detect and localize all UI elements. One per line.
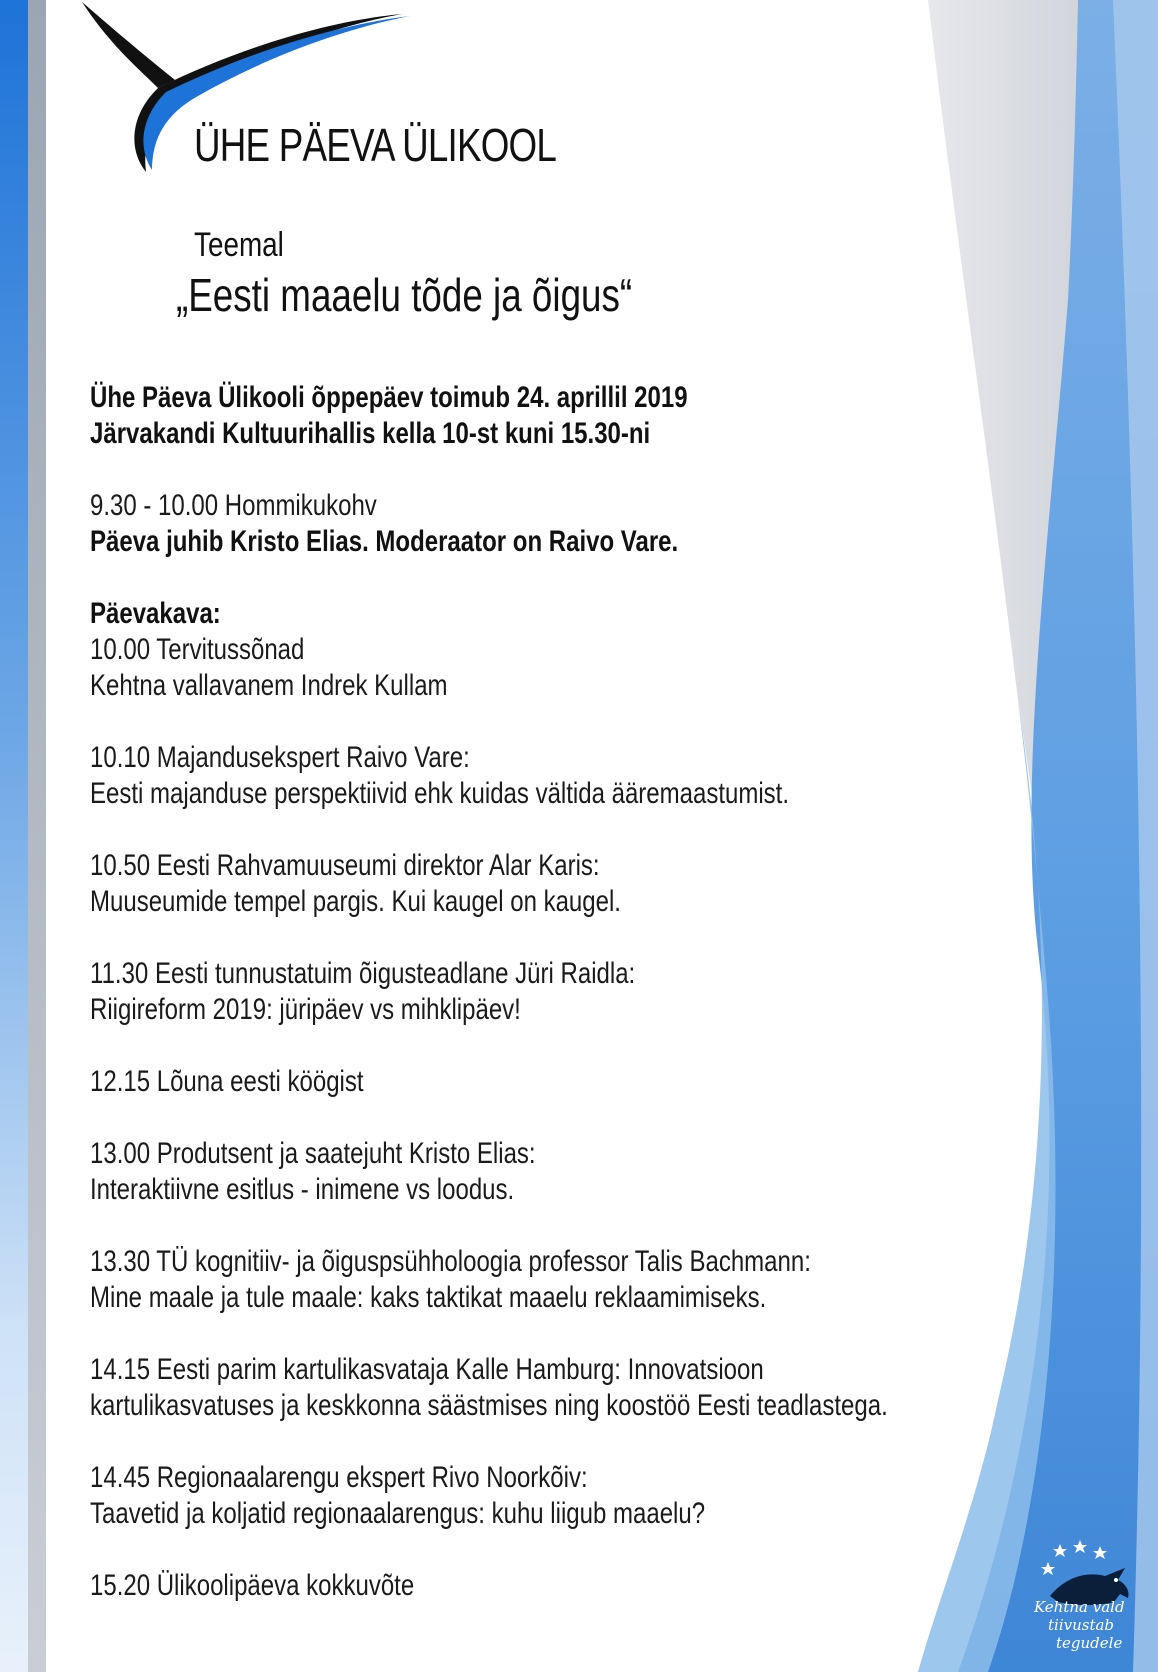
schedule-item-detail: Eesti majanduse perspektiivid ehk kuidas vältida ääremaastumist. <box>90 777 790 810</box>
schedule-item-detail: Muuseumide tempel pargis. Kui kaugel on kaugel. <box>90 885 621 918</box>
topic-title: „Eesti maaelu tõde ja õigus“ <box>176 269 633 321</box>
schedule-item-detail: Interaktiivne esitlus - inimene vs loodus. <box>90 1173 515 1206</box>
schedule-heading: Päevakava: <box>90 597 221 630</box>
schedule-item-detail: Riigireform 2019: jüripäev vs mihklipäev! <box>90 993 521 1026</box>
kehtna-vald-logo <box>1030 1536 1150 1666</box>
intro-line: Järvakandi Kultuurihallis kella 10-st kuni 15.30-ni <box>90 417 651 450</box>
topic-label: Teemal <box>194 226 284 264</box>
schedule-item-title: 14.45 Regionaalarengu ekspert Rivo Noorkõiv: <box>90 1461 588 1494</box>
host-line: Päeva juhib Kristo Elias. Moderaator on Raivo Vare. <box>90 525 679 558</box>
program-content <box>90 380 990 1604</box>
left-decor-stripe <box>0 0 48 1672</box>
footer-logo-line: tiivustab <box>1048 1616 1115 1634</box>
schedule-item-detail: Kehtna vallavanem Indrek Kullam <box>90 669 448 702</box>
coffee-line: 9.30 - 10.00 Hommikukohv <box>90 489 377 522</box>
schedule-item-title: 13.30 TÜ kognitiiv- ja õiguspsühholoogia professor Talis Bachmann: <box>90 1245 811 1278</box>
schedule-item-detail: Mine maale ja tule maale: kaks taktikat maaelu reklaamimiseks. <box>90 1281 767 1314</box>
schedule-item-title: 15.20 Ülikoolipäeva kokkuvõte <box>90 1569 415 1602</box>
schedule-item-title: 10.00 Tervitussõnad <box>90 633 305 666</box>
logo-title: ÜHE PÄEVA ÜLIKOOL <box>194 119 557 171</box>
schedule-item-title: 12.15 Lõuna eesti köögist <box>90 1065 364 1098</box>
schedule-item-title: 11.30 Eesti tunnustatuim õigusteadlane Jüri Raidla: <box>90 957 636 990</box>
intro-line: Ühe Päeva Ülikooli õppepäev toimub 24. aprillil 2019 <box>90 381 688 414</box>
schedule-item-title: 10.10 Majandusekspert Raivo Vare: <box>90 741 470 774</box>
schedule-item-title: 13.00 Produtsent ja saatejuht Kristo Elias: <box>90 1137 536 1170</box>
schedule-item-detail: kartulikasvatuses ja keskkonna säästmises ning koostöö Eesti teadlastega. <box>90 1389 888 1422</box>
schedule-item-title: 10.50 Eesti Rahvamuuseumi direktor Alar Karis: <box>90 849 600 882</box>
schedule-item-title: 14.15 Eesti parim kartulikasvataja Kalle Hamburg: Innovatsioon <box>90 1353 764 1386</box>
schedule-item-detail: Taavetid ja koljatid regionaalarengus: kuhu liigub maaelu? <box>90 1497 706 1530</box>
footer-logo-line: Kehtna vald <box>1034 1598 1125 1616</box>
footer-logo-line: tegudele <box>1056 1634 1123 1652</box>
